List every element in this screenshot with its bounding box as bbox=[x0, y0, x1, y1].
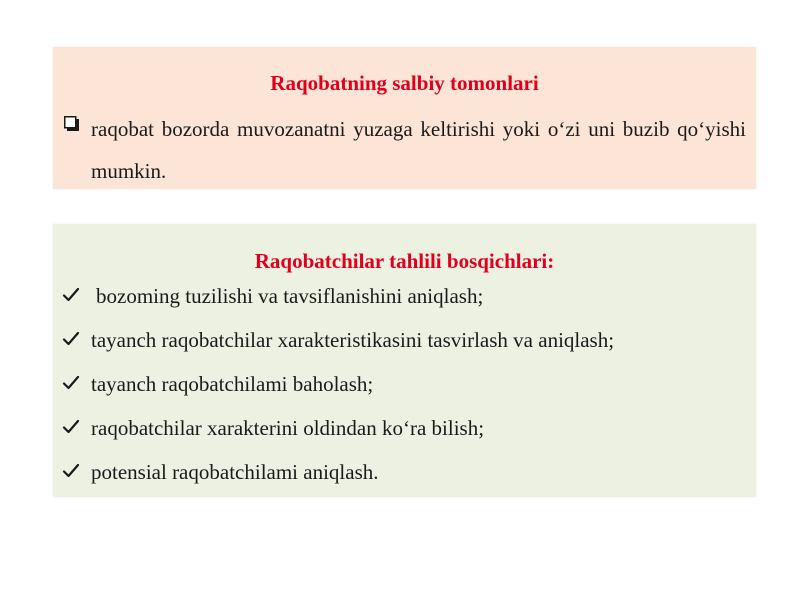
competitor-analysis-panel bbox=[53, 224, 756, 497]
list-item-text: potensial raqobatchilami aniqlash. bbox=[91, 460, 379, 484]
list-item bbox=[61, 372, 748, 416]
list-item-text: tayanch raqobatchilami baholash; bbox=[91, 372, 374, 396]
negative-aspects-panel bbox=[53, 47, 756, 189]
list-item bbox=[61, 416, 748, 460]
checkmark-icon bbox=[61, 373, 81, 393]
hollow-square-bullet-icon bbox=[64, 116, 79, 131]
list-item-text: raqobatchilar xarakterini oldindan ko‘ra bilish; bbox=[91, 416, 485, 440]
list-item bbox=[61, 328, 748, 372]
negative-aspects-heading: Raqobatning salbiy tomonlari bbox=[270, 71, 539, 95]
list-item-text: bozoming tuzilishi va tavsiflanishini aniqlash; bbox=[96, 284, 484, 308]
checkmark-icon bbox=[61, 461, 81, 481]
list-item bbox=[61, 460, 748, 504]
analysis-steps-list bbox=[61, 284, 748, 504]
list-item-text: tayanch raqobatchilar xarakteristikasini tasvirlash va aniqlash; bbox=[91, 328, 615, 352]
checkmark-icon bbox=[61, 417, 81, 437]
negative-aspects-text: raqobat bozorda muvozanatni yuzaga keltirishi yoki o‘zi uni buzib qo‘yishi mumkin. bbox=[91, 117, 746, 183]
list-item bbox=[61, 284, 748, 328]
checkmark-icon bbox=[61, 329, 81, 349]
checkmark-icon bbox=[61, 285, 81, 305]
competitor-analysis-heading: Raqobatchilar tahlili bosqichlari: bbox=[254, 249, 555, 273]
